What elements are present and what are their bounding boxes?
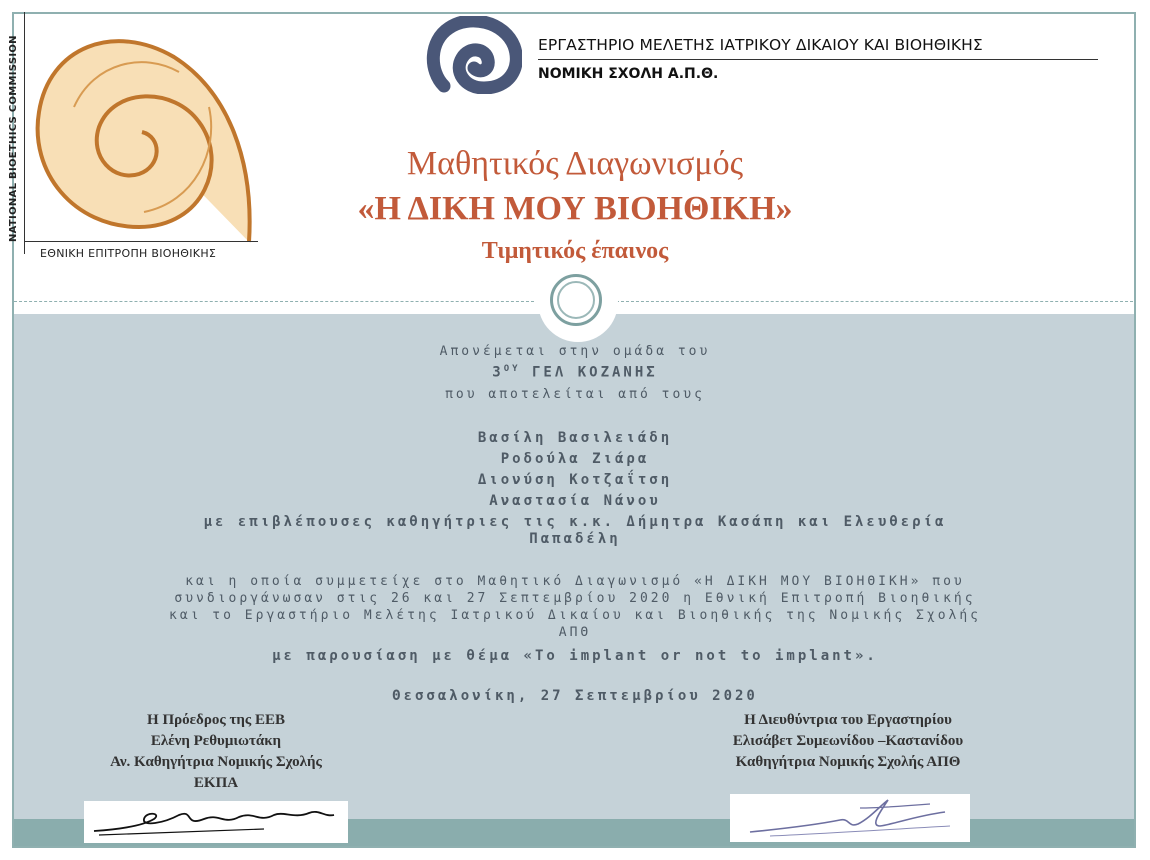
- student-name: Βασίλη Βασιλειάδη: [477, 430, 673, 446]
- divider-right: [616, 301, 1136, 302]
- right-signatory-title: Καθηγήτρια Νομικής Σχολής ΑΠΘ: [735, 754, 961, 770]
- place-date: Θεσσαλονίκη, 27 Σεπτεμβρίου 2020: [392, 688, 758, 704]
- right-signature: [730, 794, 970, 842]
- student-name: Διονύση Κοτζαΐτση: [477, 472, 673, 488]
- left-signatory-role: Η Πρόεδρος της ΕΕΒ: [147, 712, 285, 728]
- lab-title: ΕΡΓΑΣΤΗΡΙΟ ΜΕΛΕΤΗΣ ΙΑΤΡΙΚΟΥ ΔΙΚΑΙΟΥ ΚΑΙ ΒΙΟΗΘΙΚΗΣ: [538, 36, 983, 54]
- student-name: Αναστασία Νάνου: [489, 493, 661, 509]
- medal-icon: [550, 274, 602, 326]
- left-signatory-name: Ελένη Ρεθυμιωτάκη: [150, 733, 282, 749]
- presentation-topic: με παρουσίαση με θέμα «To implant or not to implant».: [272, 648, 878, 664]
- participation-line: συνδιοργάνωσαν στις 26 και 27 Σεπτεμβρίου 2020 η Εθνική Επιτροπή Βιοηθικής: [174, 591, 976, 606]
- left-signature-scribble: [84, 801, 348, 843]
- school-suffix: ΟΥ: [503, 364, 521, 374]
- left-signatory-title: Αν. Καθηγήτρια Νομικής Σχολής: [110, 754, 322, 770]
- award-type: Τιμητικός έπαινος: [481, 238, 669, 264]
- right-signature-scribble: [730, 794, 970, 842]
- contest-title: Μαθητικός Διαγωνισμός: [406, 145, 744, 182]
- supervisors-line: με επιβλέπουσες καθηγήτριες τις κ.κ. Δήμητρα Κασάπη και Ελευθερία: [203, 514, 947, 530]
- nbc-label: ΕΘΝΙΚΗ ΕΠΙΤΡΟΠΗ ΒΙΟΗΘΙΚΗΣ: [40, 247, 217, 260]
- participation-line: και η οποία συμμετείχε στο Μαθητικό Διαγωνισμό «Η ΔΙΚΗ ΜΟΥ ΒΙΟΗΘΙΚΗ» που: [185, 574, 965, 589]
- nbc-vertical-text: NATIONAL BIOETHICS COMMISSION: [8, 35, 19, 242]
- divider-left: [14, 301, 534, 302]
- school-name: [0, 364, 1150, 381]
- supervisors-line: Παπαδέλη: [529, 531, 621, 547]
- student-name: Ροδούλα Ζιάρα: [500, 451, 650, 467]
- consisting-of: που αποτελείται από τους: [445, 387, 705, 402]
- school-rest: ΓΕΛ ΚΟΖΑΝΗΣ: [520, 364, 658, 381]
- right-signatory-role: Η Διευθύντρια του Εργαστηρίου: [744, 712, 952, 728]
- left-signatory-institution: ΕΚΠΑ: [193, 775, 239, 791]
- participation-line: και το Εργαστήριο Μελέτης Ιατρικού Δικαίου και Βιοηθικής της Νομικής Σχολής: [169, 608, 981, 623]
- school-number: 3: [492, 364, 504, 381]
- lab-rule: [538, 59, 1098, 60]
- left-signature: [84, 801, 348, 843]
- contest-name: «Η ΔΙΚΗ ΜΟΥ ΒΙΟΗΘΙΚΗ»: [357, 190, 793, 227]
- awarded-to: Απονέμεται στην ομάδα του: [439, 344, 711, 359]
- participation-line: ΑΠΘ: [558, 625, 592, 640]
- right-signatory-name: Ελισάβετ Συμεωνίδου –Καστανίδου: [732, 733, 964, 749]
- lab-subtitle: ΝΟΜΙΚΗ ΣΧΟΛΗ Α.Π.Θ.: [538, 66, 719, 82]
- lab-spiral-icon: [424, 16, 522, 94]
